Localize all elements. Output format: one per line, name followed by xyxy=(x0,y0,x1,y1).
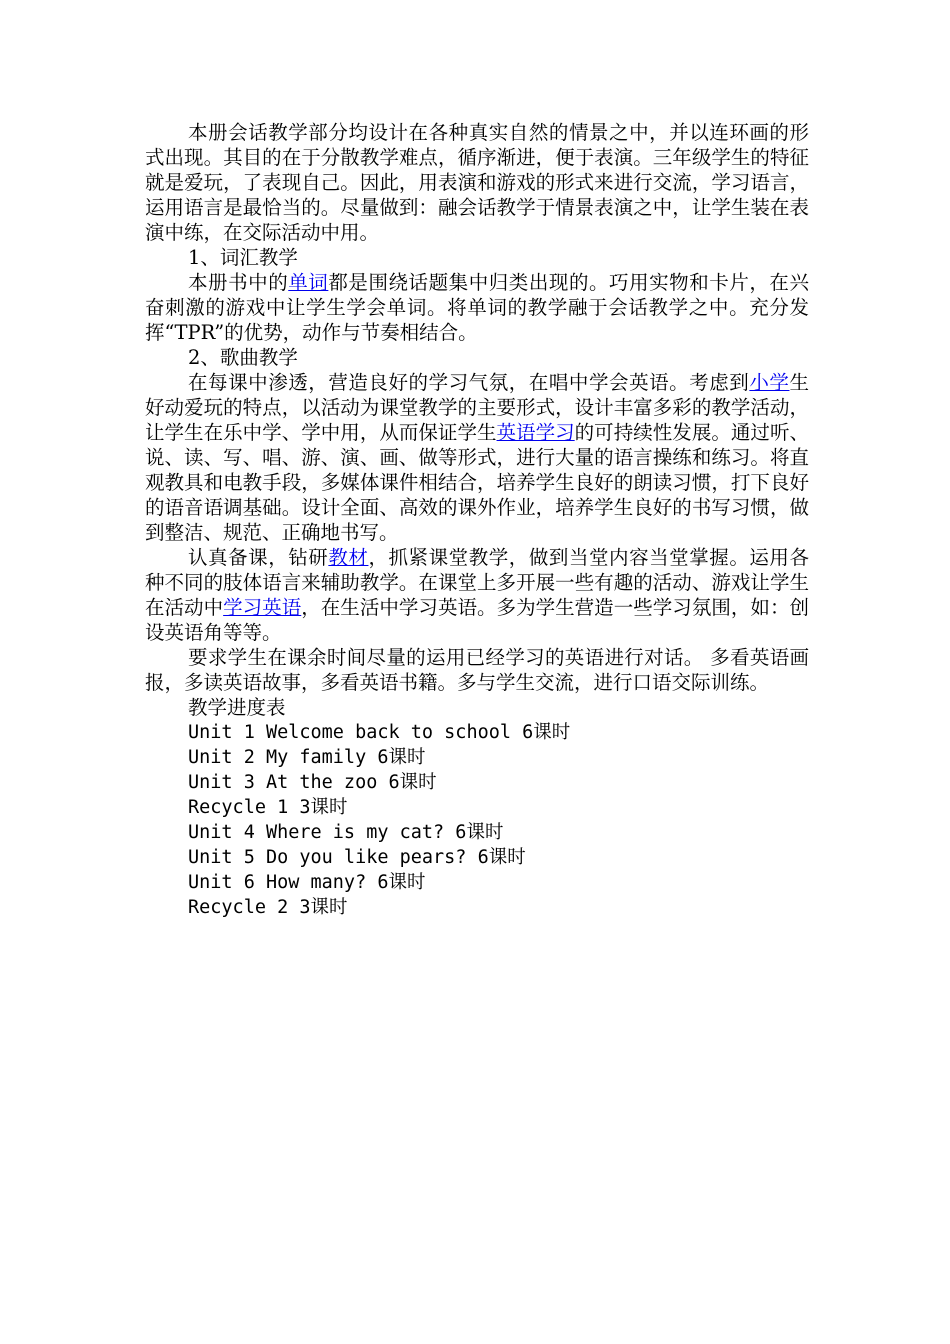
link-english-learning[interactable]: 英语学习 xyxy=(496,421,575,444)
schedule-item: Unit 1 Welcome back to school 6课时 xyxy=(188,722,571,743)
schedule-item: Unit 6 How many? 6课时 xyxy=(188,872,426,893)
paragraph-text: 的可持续性发展。通过听、说、读、写、唱、游、演、画、做等形式，进行大量的语言操练和练习。将直观教具和电教手段，多媒体课件相结合，培养学生良好的朗读习惯，打下良好的语音语调基础。设计全面、高效的课外作业，培养学生良好的书写习惯，做到整洁、规范、正确地书写。 xyxy=(145,421,809,544)
paragraph-text: 在每课中渗透，营造良好的学习气氛，在唱中学会英语。考虑到 xyxy=(188,371,750,394)
paragraph-conversation-teaching: 本册会话教学部分均设计在各种真实自然的情景之中，并以连环画的形式出现。其目的在于分散教学难点，循序渐进，便于表演。三年级学生的特征就是爱玩，了表现自己。因此，用表演和游戏的形式来进行交流，学习语言，运用语言是最恰当的。尽量做到：融会话教学于情景表演之中，让学生装在表演中练，在交际活动中用。 xyxy=(145,121,809,244)
link-words[interactable]: 单词 xyxy=(288,271,329,294)
paragraph-text: 生好动爱玩的特点，以活动为课堂教学的主要形式，设计丰富多彩的教学活动，让学生在乐中学、学中用，从而保证学生 xyxy=(145,371,809,444)
schedule-item: Unit 2 My family 6课时 xyxy=(188,747,426,768)
schedule-list xyxy=(145,720,809,920)
schedule-title: 教学进度表 xyxy=(188,696,286,719)
schedule-item: Unit 5 Do you like pears? 6课时 xyxy=(188,847,526,868)
paragraph-text: ，抓紧课堂教学，做到当堂内容当堂掌握。运用各种不同的肢体语言来辅助教学。在课堂上多开展一些有趣的活动、游戏让学生在活动中 xyxy=(145,546,809,619)
paragraph-after-class: 要求学生在课余时间尽量的运用已经学习的英语进行对话。 多看英语画报，多读英语故事，多看英语书籍。多与学生交流，进行口语交际训练。 xyxy=(145,646,809,694)
paragraph-vocabulary xyxy=(145,270,809,345)
paragraph-text: ，在生活中学习英语。多为学生营造一些学习氛围，如：创设英语角等等。 xyxy=(145,596,809,644)
schedule-item: Unit 3 At the zoo 6课时 xyxy=(188,772,437,793)
paragraph-text: 认真备课，钻研 xyxy=(188,546,329,569)
paragraph-text: 本册书中的 xyxy=(188,271,289,294)
document-body xyxy=(145,120,809,920)
heading-song-teaching: 2、歌曲教学 xyxy=(188,346,298,369)
schedule-item: Unit 4 Where is my cat? 6课时 xyxy=(188,822,504,843)
link-textbook[interactable]: 教材 xyxy=(328,546,369,569)
schedule-item: Recycle 1 3课时 xyxy=(188,797,348,818)
paragraph-text: 都是围绕话题集中归类出现的。巧用实物和卡片，在兴奋刺激的游戏中让学生学会单词。将单词的教学融于会话教学之中。充分发挥“TPR”的优势，动作与节奏相结合。 xyxy=(145,271,809,344)
link-primary-school[interactable]: 小学 xyxy=(749,371,790,394)
paragraph-songs xyxy=(145,370,809,545)
link-learn-english[interactable]: 学习英语 xyxy=(223,596,302,619)
schedule-item: Recycle 2 3课时 xyxy=(188,897,348,918)
heading-vocabulary-teaching: 1、词汇教学 xyxy=(188,246,298,269)
paragraph-lesson-prep xyxy=(145,545,809,645)
